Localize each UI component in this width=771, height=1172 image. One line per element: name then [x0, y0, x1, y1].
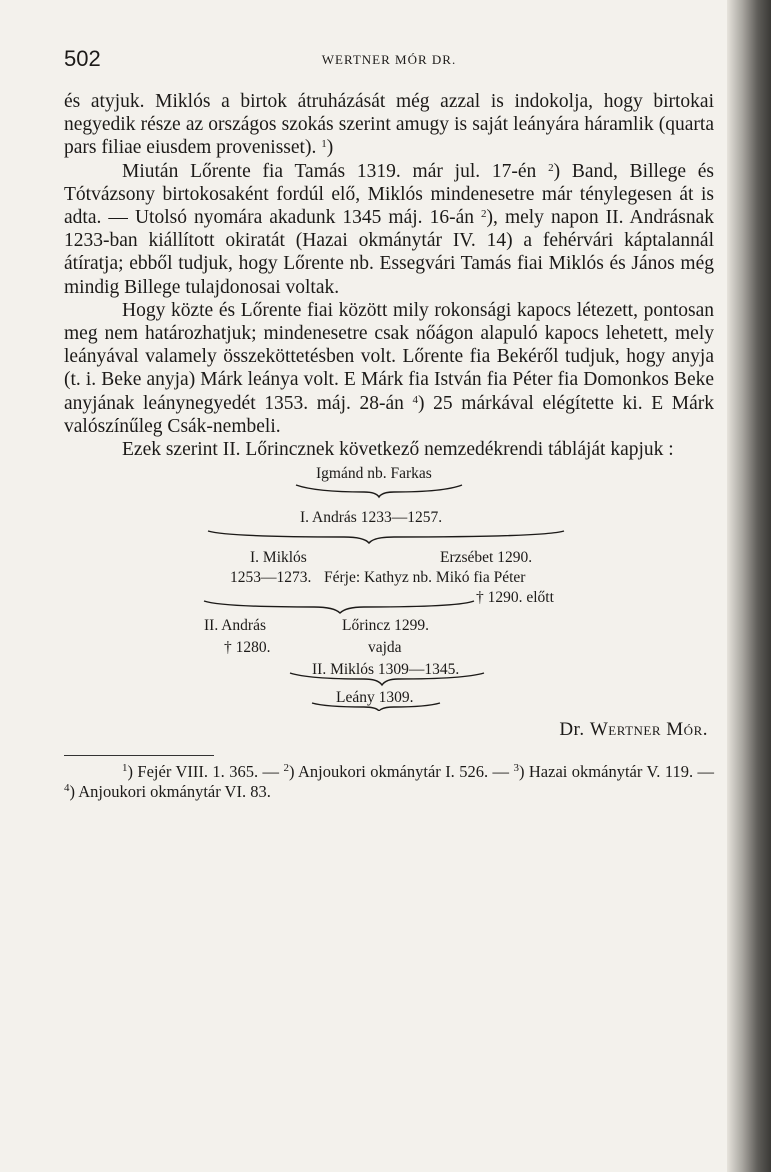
genealogy-tree: [64, 461, 714, 711]
running-head: WERTNER MÓR DR.: [321, 52, 457, 67]
tree-root: Igmánd nb. Farkas: [316, 465, 432, 483]
author-signature: [64, 719, 714, 741]
footnote-rule: [64, 755, 214, 756]
footnote-marker: 4: [64, 782, 70, 795]
body-text: [64, 90, 714, 461]
signature-prefix: Dr.: [559, 719, 585, 741]
tree-gen2-left-dates: 1253—1273.: [230, 569, 312, 587]
page-edge-shadow: [727, 0, 771, 1172]
paragraph: [64, 299, 714, 438]
footnote-marker: 3: [513, 762, 519, 775]
text-run: ) 25 márkával elégítette ki. E Márk valószínűleg Csák-nembeli.: [64, 392, 714, 437]
book-page: [64, 40, 714, 802]
paragraph: [64, 90, 714, 160]
signature-name: Wertner Mór.: [589, 719, 708, 741]
text-run: Ezek szerint II. Lőrincznek következő nemzedékrendi tábláját kapjuk :: [122, 439, 674, 461]
footnote-marker: 2: [481, 208, 487, 221]
text-run: Miután Lőrente fia Tamás 1319. már jul. 17-én: [122, 160, 549, 182]
footnotes: [64, 762, 714, 802]
tree-gen5: Leány 1309.: [336, 689, 414, 707]
text-run: ) Fejér VIII. 1. 365. —: [127, 762, 284, 782]
footnote-marker: 2: [283, 762, 289, 775]
page-header: [64, 40, 714, 70]
footnote-marker: 4: [412, 393, 419, 406]
footnote: [64, 762, 714, 802]
footnote-marker: 1: [321, 138, 327, 151]
tree-gen4: II. Miklós 1309—1345.: [312, 661, 460, 679]
tree-gen2-right-name: Erzsébet 1290.: [440, 549, 533, 567]
footnote-marker: 1: [122, 762, 128, 775]
text-run: ) Band, Billege és Tótvázsony birtokosaként fordúl elő, Miklós mindenesetre már ténylegesen át is adta. — Utolsó nyomára akadunk 1345 máj. 16-án: [64, 160, 715, 229]
tree-gen3-left-name: II. András: [204, 617, 266, 635]
tree-gen3-right-title: vajda: [368, 639, 402, 657]
footnote-marker: 2: [548, 161, 554, 174]
tree-gen3-left-death: † 1280.: [224, 639, 271, 657]
text-run: ), mely napon II. Andrásnak 1233-ban kiállított okiratát (Hazai okmánytár IV. 14) a fehérvári káptalannál átíratja; ebből tudjuk, hogy Lőrente nb. Essegvári Tamás fiai Miklós és János még mindig Billege tulajdonosai voltak.: [64, 207, 714, 298]
tree-gen1: I. András 1233—1257.: [300, 509, 443, 527]
tree-gen2-right-death: † 1290. előtt: [476, 589, 554, 607]
text-run: ) Hazai okmánytár V. 119. —: [518, 762, 715, 782]
tree-gen2-right-spouse: Férje: Kathyz nb. Mikó fia Péter: [324, 569, 526, 587]
page-number: 502: [64, 46, 101, 71]
text-run: ) Anjoukori okmánytár I. 526. —: [288, 762, 514, 782]
text-run: ): [326, 137, 334, 159]
paragraph: [64, 438, 714, 461]
text-run: ) Anjoukori okmánytár VI. 83.: [69, 782, 271, 802]
tree-gen2-left-name: I. Miklós: [250, 549, 307, 567]
text-run: és atyjuk. Miklós a birtok átruházását még azzal is indokolja, hogy birtokai negyedik része az országos szokás szerint amugy is saját leányára háramlik (quarta pars filiae eiusdem provenisset).: [64, 91, 714, 159]
text-run: Hogy közte és Lőrente fiai között mily rokonsági kapocs létezett, pontosan meg nem határozhatjuk; mindenesetre csak nőágon alapuló kapocs lehetett, mely leányával valamely összeköttetésben volt. Lőrente fia Bekéről tudjuk, hogy anyja (t. i. Beke anyja) Márk leánya volt. E Márk fia István fia Péter fia Domonkos Beke anyjának leánynegyedét 1353. máj. 28-án: [64, 299, 714, 414]
tree-gen3-right-name: Lőrincz 1299.: [342, 617, 429, 635]
paragraph: [64, 160, 714, 299]
